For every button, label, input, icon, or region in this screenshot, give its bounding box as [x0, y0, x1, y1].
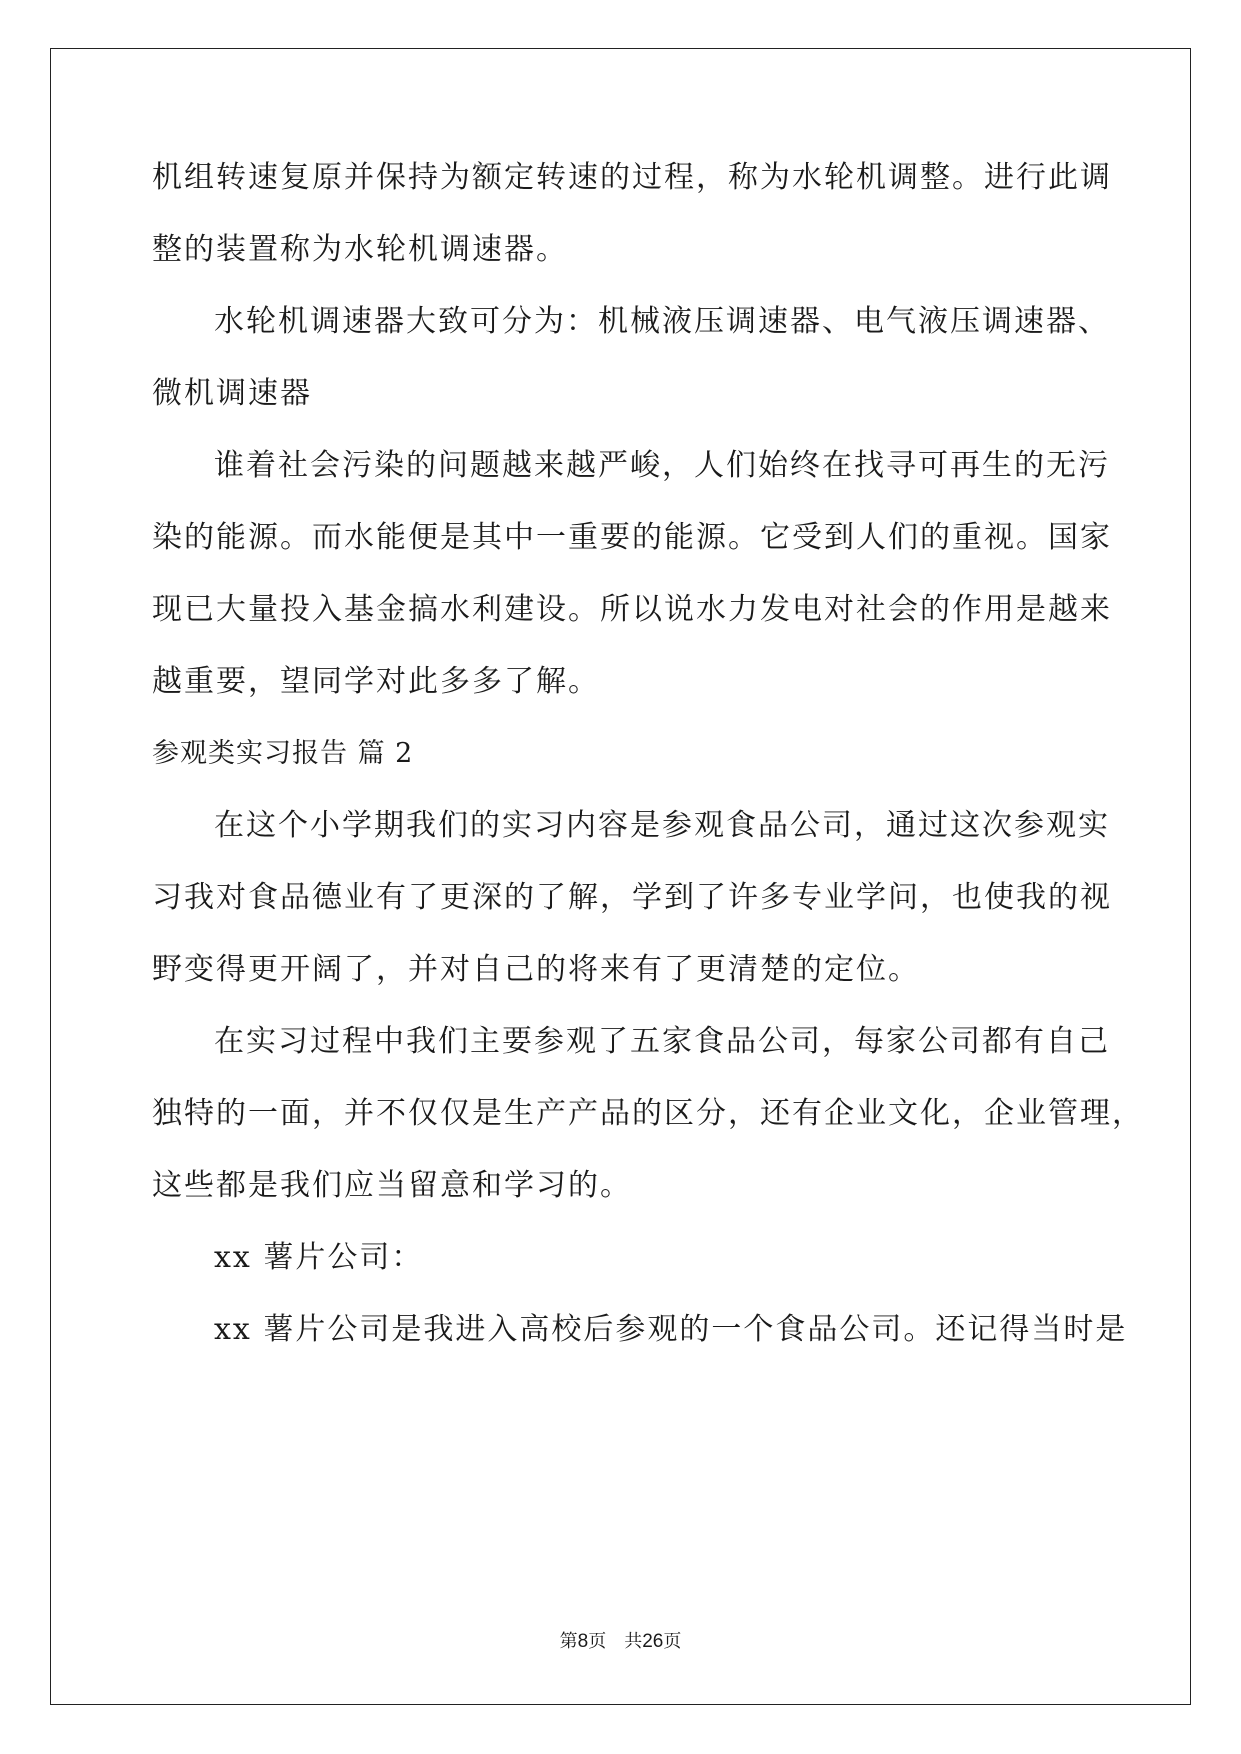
paragraph-start: xx 薯片公司是我进入高校后参观的一个食品公司。还记得当时是	[214, 1312, 1128, 1347]
body-line: 微机调速器	[152, 376, 312, 411]
subheading: xx 薯片公司：	[214, 1240, 424, 1275]
paragraph-start: 谁着社会污染的问题越来越严峻，人们始终在找寻可再生的无污	[214, 448, 1110, 483]
body-line: 整的装置称为水轮机调速器。	[152, 232, 568, 267]
page-footer	[0, 1630, 1241, 1654]
body-line: 越重要，望同学对此多多了解。	[152, 664, 600, 699]
footer-mid: 页 共	[588, 1631, 643, 1652]
section-heading: 参观类实习报告 篇 2	[152, 738, 414, 769]
body-line: 野变得更开阔了，并对自己的将来有了更清楚的定位。	[152, 952, 920, 987]
footer-suffix: 页	[663, 1631, 682, 1652]
body-line: 独特的一面，并不仅仅是生产产品的区分，还有企业文化，企业管理，	[152, 1096, 1144, 1131]
body-line: 习我对食品德业有了更深的了解，学到了许多专业学问，也使我的视	[152, 880, 1112, 915]
body-line: 现已大量投入基金搞水利建设。所以说水力发电对社会的作用是越来	[152, 592, 1112, 627]
body-line: 机组转速复原并保持为额定转速的过程，称为水轮机调整。进行此调	[152, 160, 1112, 195]
body-line: 染的能源。而水能便是其中一重要的能源。它受到人们的重视。国家	[152, 520, 1112, 555]
paragraph-start: 在实习过程中我们主要参观了五家食品公司，每家公司都有自己	[214, 1024, 1110, 1059]
paragraph-start: 水轮机调速器大致可分为：机械液压调速器、电气液压调速器、	[214, 304, 1110, 339]
total-page-count: 26	[642, 1631, 664, 1652]
current-page-number: 8	[577, 1631, 589, 1652]
page-border	[50, 48, 1191, 1705]
footer-prefix: 第	[559, 1631, 578, 1652]
paragraph-start: 在这个小学期我们的实习内容是参观食品公司，通过这次参观实	[214, 808, 1110, 843]
body-line: 这些都是我们应当留意和学习的。	[152, 1168, 632, 1203]
